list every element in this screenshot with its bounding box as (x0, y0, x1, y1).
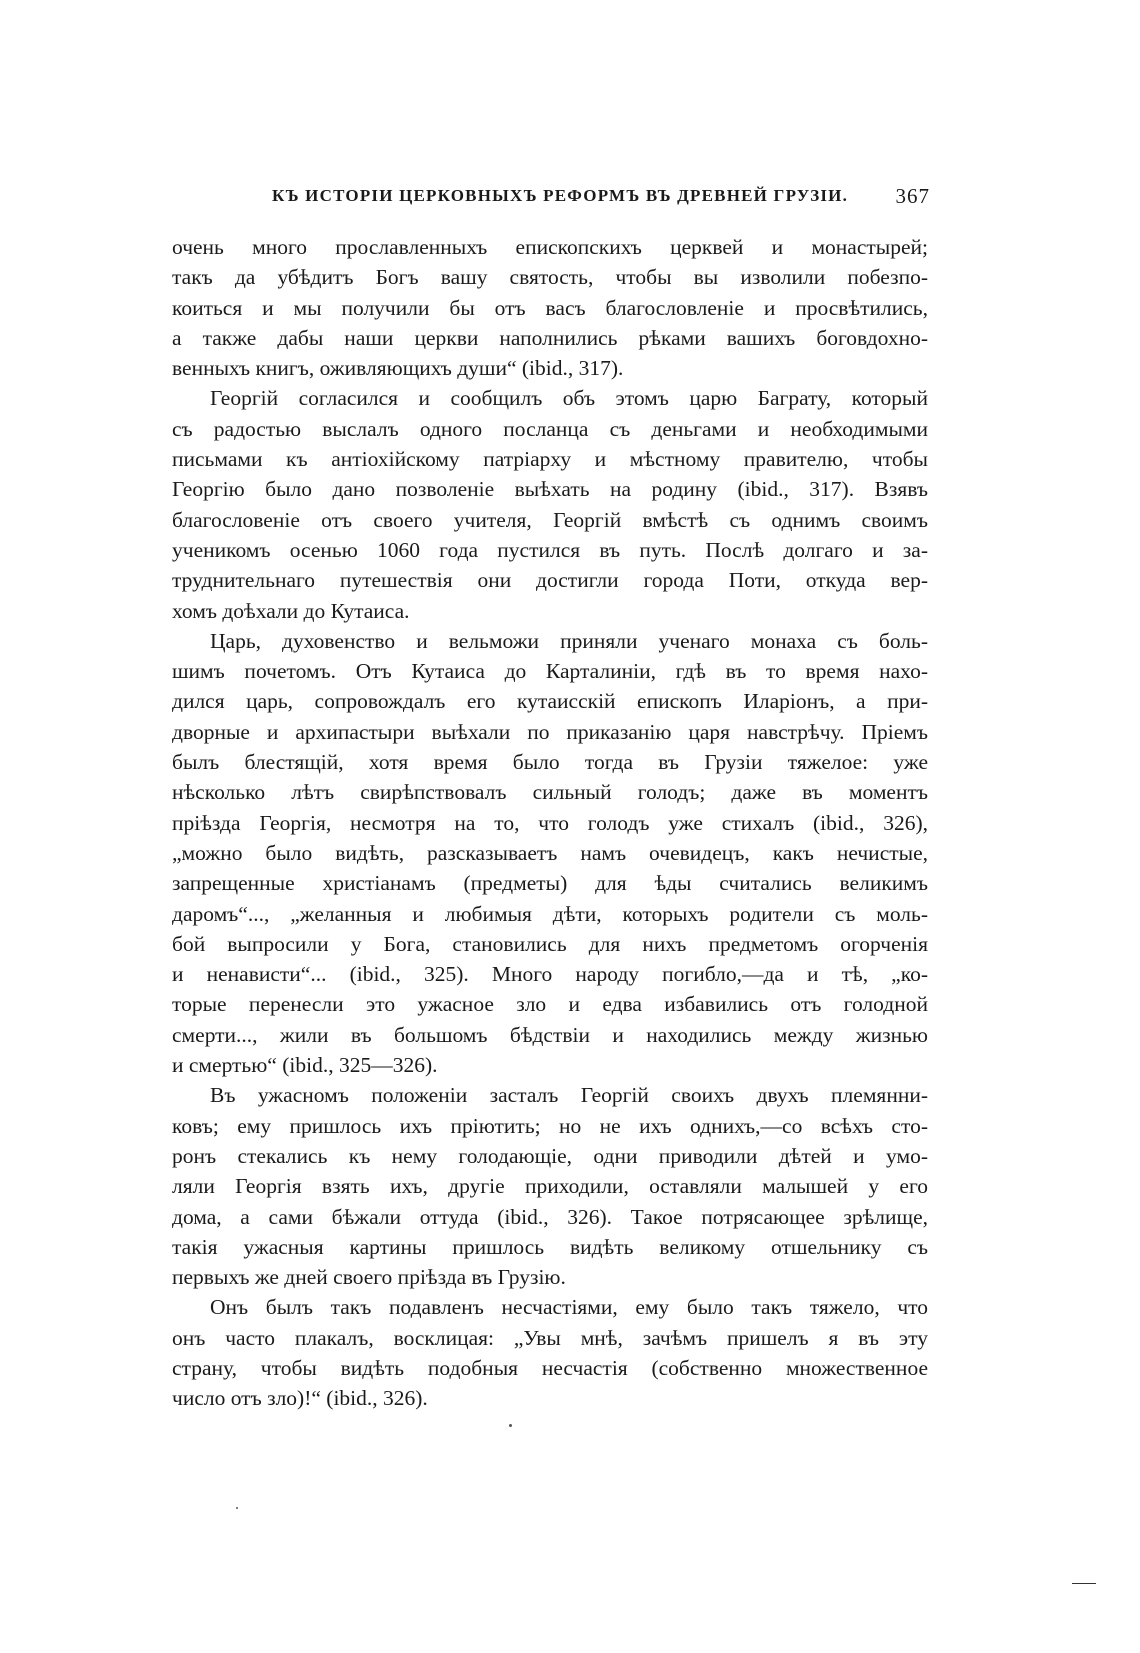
text-line: очень много прославленныхъ епископскихъ церквей и монастырей; (172, 235, 928, 259)
text-line: ронъ стекались къ нему голодающіе, одни приводили дѣтей и умо- (172, 1143, 928, 1168)
text-line: торые перенесли это ужасное зло и едва избавились отъ голодной (172, 992, 928, 1017)
text-line: запрещенные христіанамъ (предметы) для ѣды считались великимъ (172, 871, 928, 896)
text-line: венныхъ книгъ, оживляющихъ души“ (ibid., 317). (172, 356, 624, 381)
text-line: „можно было видѣть, разсказываетъ намъ очевидецъ, какъ нечистые, (172, 840, 928, 865)
text-line: Въ ужасномъ положеніи засталъ Георгій своихъ двухъ племянни- (210, 1083, 928, 1108)
text-line: пріѣзда Георгія, несмотря на то, что голодъ уже стихалъ (ibid., 326), (172, 810, 928, 835)
text-line: ковъ; ему пришлось ихъ пріютить; но не ихъ однихъ,—со всѣхъ сто- (172, 1113, 928, 1138)
text-line: Георгію было дано позволеніе выѣхать на родину (ibid., 317). Взявъ (172, 477, 928, 502)
text-line: Георгій согласился и сообщилъ объ этомъ царю Баграту, который (210, 386, 928, 411)
text-line: страну, чтобы видѣть подобныя несчастія (собственно множественное (172, 1355, 928, 1380)
text-line: и смертью“ (ibid., 325—326). (172, 1053, 438, 1078)
speck-mark (509, 1424, 512, 1427)
text-line: даромъ“..., „желанныя и любимыя дѣти, которыхъ родители съ моль- (172, 901, 928, 926)
text-line: благословеніе отъ своего учителя, Георгій вмѣстѣ съ однимъ своимъ (172, 507, 928, 532)
text-line: Царь, духовенство и вельможи приняли ученаго монаха съ боль- (210, 628, 928, 653)
text-line: а также дабы наши церкви наполнились рѣками вашихъ боговдохно- (172, 325, 928, 350)
text-line: коиться и мы получили бы отъ васъ благословленіе и просвѣтились, (172, 295, 928, 320)
text-line: смерти..., жили въ большомъ бѣдствіи и находились между жизнью (172, 1022, 928, 1047)
text-line: съ радостью выслалъ одного посланца съ деньгами и необходимыми (172, 416, 928, 441)
text-line: дворные и архипастыри выѣхали по приказанію царя навстрѣчу. Пріемъ (172, 719, 928, 744)
text-line: первыхъ же дней своего пріѣзда въ Грузію. (172, 1265, 566, 1290)
text-line: такія ужасныя картины пришлось видѣть великому отшельнику съ (172, 1234, 928, 1259)
text-line: нѣсколько лѣтъ свирѣпствовалъ сильный голодъ; даже въ моментъ (172, 780, 928, 805)
text-line: письмами къ антіохійскому патріарху и мѣстному правителю, чтобы (172, 447, 928, 472)
text-line: такъ да убѣдитъ Богъ вашу святость, чтобы вы изволили побезпо- (172, 265, 928, 290)
body-text (172, 232, 928, 1414)
text-line: число отъ зло)!“ (ibid., 326). (172, 1386, 428, 1411)
speck-mark (236, 1507, 238, 1509)
text-line: онъ часто плакалъ, восклицая: „Увы мнѣ, зачѣмъ пришелъ я въ эту (172, 1325, 928, 1350)
text-line: бой выпросили у Бога, становились для нихъ предметомъ огорченія (172, 931, 928, 956)
text-line: ученикомъ осенью 1060 года пустился въ путь. Послѣ долгаго и за- (172, 537, 928, 562)
running-head (180, 186, 930, 216)
text-line: дился царь, сопровождалъ его кутаисскій епископъ Иларіонъ, а при- (172, 689, 928, 714)
text-line: ляли Георгія взять ихъ, другіе приходили, оставляли малышей у его (172, 1174, 928, 1199)
text-line: хомъ доѣхали до Кутаиса. (172, 598, 410, 623)
text-line: дома, а сами бѣжали оттуда (ibid., 326). Такое потрясающее зрѣлище, (172, 1204, 928, 1229)
text-line: шимъ почетомъ. Отъ Кутаиса до Карталиніи, гдѣ въ то время нахо- (172, 659, 928, 684)
page-number: 367 (895, 184, 930, 208)
text-line: труднительнаго путешествія они достигли города Поти, откуда вер- (172, 568, 928, 593)
margin-rule (1072, 1583, 1096, 1584)
text-line: и ненависти“... (ibid., 325). Много народу погибло,—да и тѣ, „ко- (172, 962, 928, 987)
text-line: Онъ былъ такъ подавленъ несчастіями, ему было такъ тяжело, что (210, 1295, 928, 1320)
running-title: КЪ ИСТОРІИ ЦЕРКОВНЫХЪ РЕФОРМЪ ВЪ ДРЕВНЕЙ ГРУЗІИ. (272, 186, 849, 205)
text-line: былъ блестящій, хотя время было тогда въ Грузіи тяжелое: уже (172, 750, 928, 775)
